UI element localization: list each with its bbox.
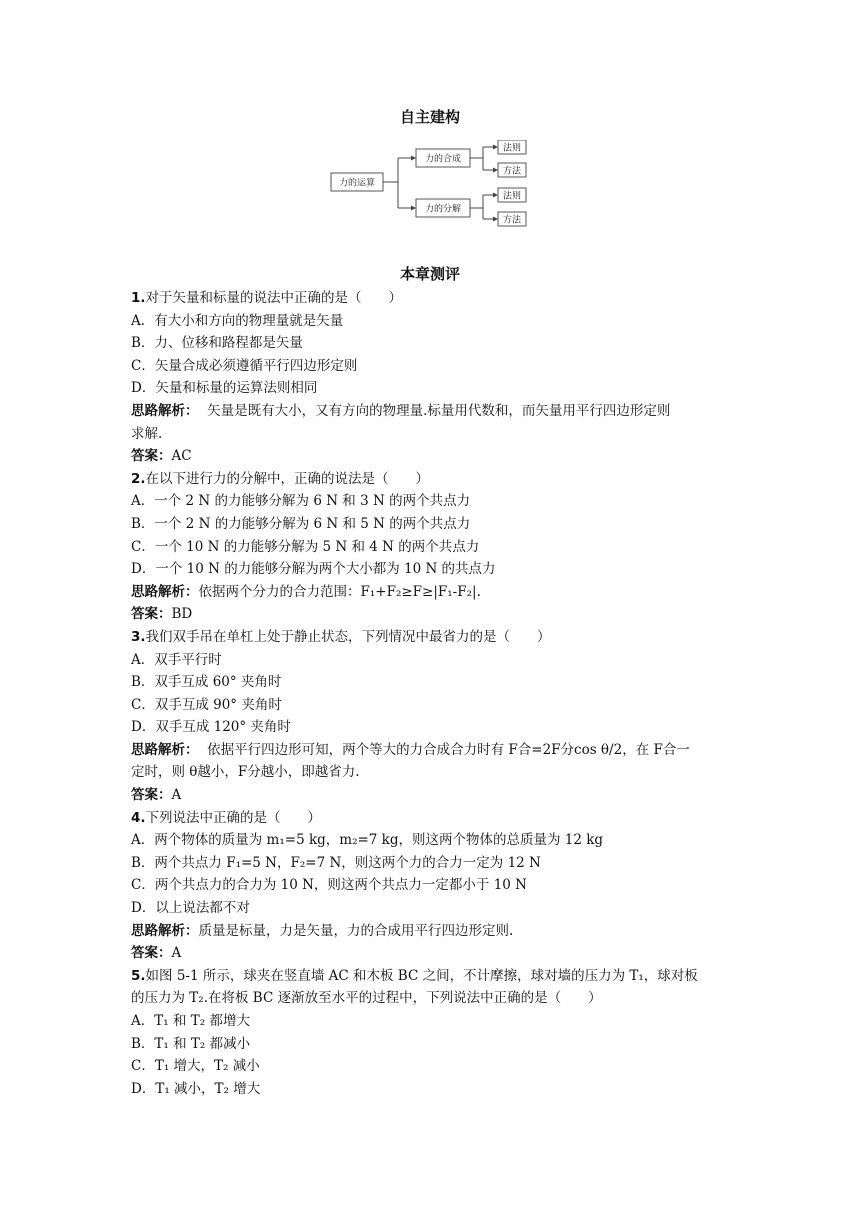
question-stem: 4.下列说法中正确的是（ ） xyxy=(131,809,322,826)
section-title-self-construction: 自主建构 xyxy=(399,108,460,126)
question-option: C．一个 10 N 的力能够分解为 5 N 和 4 N 的两个共点力 xyxy=(131,538,480,555)
analysis-continued: 求解. xyxy=(131,425,163,442)
question-option: A．有大小和方向的物理量就是矢量 xyxy=(131,312,344,329)
question-option: C．T₁ 增大，T₂ 减小 xyxy=(131,1058,260,1075)
analysis: 思路解析： 依据平行四边形可知，两个等大的力合成合力时有 F合=2F分cos θ/2，在 F合一 xyxy=(131,741,690,758)
question-option: B．双手互成 60° 夹角时 xyxy=(131,674,282,691)
question-option: A．T₁ 和 T₂ 都增大 xyxy=(131,1013,250,1029)
section-title-chapter-test: 本章测评 xyxy=(399,265,460,283)
question-option: B．力、位移和路程都是矢量 xyxy=(131,335,303,352)
diagram-branch1-label: 力的合成 xyxy=(424,154,462,165)
analysis-continued: 定时，则 θ越小，F分越小，即越省力. xyxy=(131,764,360,781)
diagram-connector xyxy=(470,147,496,170)
question-stem: 3.我们双手吊在单杠上处于静止状态，下列情况中最省力的是（ ） xyxy=(131,628,551,645)
question-option: C．两个共点力的合力为 10 N，则这两个共点力一定都小于 10 N xyxy=(131,877,527,894)
answer: 答案：AC xyxy=(131,448,192,465)
question-stem-continued: 的压力为 T₂.在将板 BC 逐渐放至水平的过程中，下列说法中正确的是（ ） xyxy=(131,990,602,1007)
arrowhead xyxy=(411,156,416,161)
question-option: A．一个 2 N 的力能够分解为 6 N 和 3 N 的两个共点力 xyxy=(131,493,471,510)
diagram-connector xyxy=(470,195,496,219)
question-option: A．双手平行时 xyxy=(131,651,222,668)
question-option: C．双手互成 90° 夹角时 xyxy=(131,696,282,713)
diagram-leaf-label: 法则 xyxy=(502,143,522,154)
arrowhead xyxy=(493,217,498,222)
question-stem: 5.如图 5-1 所示，球夹在竖直墙 AC 和木板 BC 之间，不计摩擦，球对墙的压力为 T₁，球对板 xyxy=(131,967,698,984)
arrowhead xyxy=(493,168,498,173)
analysis: 思路解析： 矢量是既有大小，又有方向的物理量.标量用代数和，而矢量用平行四边形定则 xyxy=(131,402,671,419)
analysis: 思路解析：质量是标量，力是矢量，力的合成用平行四边形定则. xyxy=(131,922,514,939)
question-option: B．两个共点力 F₁=5 N，F₂=7 N，则这两个力的合力一定为 12 N xyxy=(131,854,541,871)
question-option: D．双手互成 120° 夹角时 xyxy=(131,719,291,736)
answer: 答案：A xyxy=(131,787,182,804)
diagram-leaf-label: 方法 xyxy=(502,215,522,226)
diagram-connector xyxy=(383,158,414,208)
answer: 答案：A xyxy=(131,945,182,962)
question-stem: 2.在以下进行力的分解中，正确的说法是（ ） xyxy=(131,470,430,487)
force-operation-concept-diagram xyxy=(330,140,530,228)
question-option: D．矢量和标量的运算法则相同 xyxy=(131,380,318,397)
diagram-root-label: 力的运算 xyxy=(338,178,376,189)
diagram-branch2-label: 力的分解 xyxy=(424,204,462,215)
question-option: D．T₁ 减小，T₂ 增大 xyxy=(131,1080,261,1097)
arrowhead xyxy=(493,193,498,198)
question-list xyxy=(131,287,731,1100)
arrowhead xyxy=(411,206,416,211)
question-option: B．T₁ 和 T₂ 都减小 xyxy=(131,1035,251,1052)
question-option: D．以上说法都不对 xyxy=(131,900,250,917)
diagram-leaf-label: 方法 xyxy=(502,166,522,177)
arrowhead xyxy=(493,145,498,150)
question-stem: 1.对于矢量和标量的说法中正确的是（ ） xyxy=(131,290,403,306)
answer: 答案：BD xyxy=(131,606,193,623)
diagram-leaf-label: 法则 xyxy=(502,191,522,202)
question-option: C．矢量合成必须遵循平行四边形定则 xyxy=(131,357,358,374)
analysis: 思路解析：依据两个分力的合力范围：F₁+F₂≥F≥|F₁-F₂|. xyxy=(131,583,481,600)
question-option: A．两个物体的质量为 m₁=5 kg，m₂=7 kg，则这两个物体的总质量为 12 kg xyxy=(131,832,604,849)
question-option: D．一个 10 N 的力能够分解为两个大小都为 10 N 的共点力 xyxy=(131,561,496,578)
question-option: B．一个 2 N 的力能够分解为 6 N 和 5 N 的两个共点力 xyxy=(131,515,471,532)
